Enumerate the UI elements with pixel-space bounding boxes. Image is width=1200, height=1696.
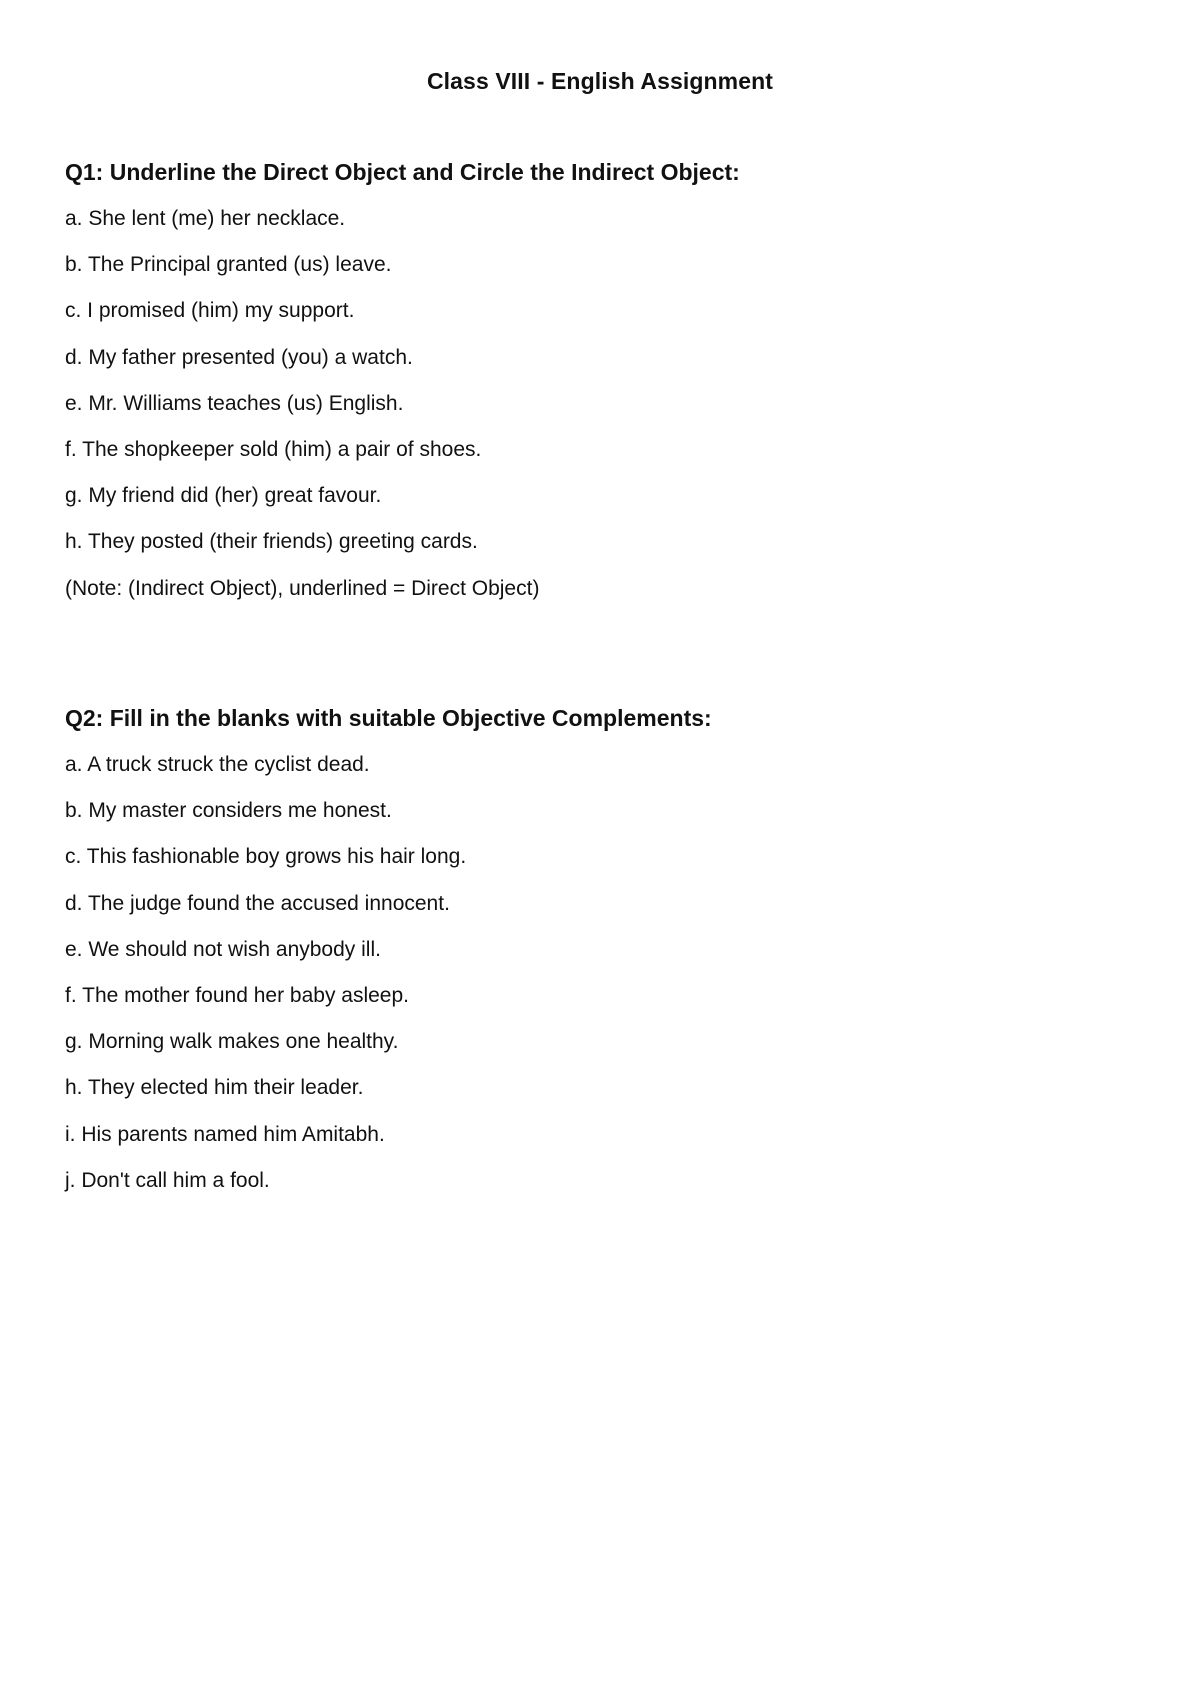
question-1-item-f: f. The shopkeeper sold (him) a pair of shoes. [65, 437, 482, 461]
question-1-item-b: b. The Principal granted (us) leave. [65, 253, 392, 277]
question-2-item-a: a. A truck struck the cyclist dead. [65, 753, 370, 776]
question-2-item-e: e. We should not wish anybody ill. [65, 937, 381, 961]
question-2-section [65, 703, 1145, 1212]
question-2-item-h: h. They elected him their leader. [65, 1076, 364, 1100]
question-2-item-d: d. The judge found the accused innocent. [65, 891, 450, 915]
question-1-item-e: e. Mr. Williams teaches (us) English. [65, 391, 404, 415]
question-1-item-d: d. My father presented (you) a watch. [65, 345, 413, 369]
question-2-item-i: i. His parents named him Amitabh. [65, 1122, 385, 1146]
question-1-item-g: g. My friend did (her) great favour. [65, 484, 382, 508]
question-2-item-c: c. This fashionable boy grows his hair long. [65, 845, 467, 869]
question-2-item-g: g. Morning walk makes one healthy. [65, 1030, 399, 1054]
question-1-section [65, 157, 1145, 604]
question-2-list [65, 750, 1145, 1196]
question-2-item-b: b. My master considers me honest. [65, 799, 392, 823]
question-1-item-h: h. They posted (their friends) greeting cards. [65, 530, 478, 554]
question-2-item-j: j. Don't call him a fool. [65, 1168, 270, 1192]
question-1-item-c: c. I promised (him) my support. [65, 299, 355, 323]
question-2-item-f: f. The mother found her baby asleep. [65, 983, 409, 1007]
question-2-heading: Q2: Fill in the blanks with suitable Objective Complements: [65, 705, 712, 731]
question-1-item-a: a. She lent (me) her necklace. [65, 207, 346, 230]
question-1-heading: Q1: Underline the Direct Object and Circle the Indirect Object: [65, 159, 740, 185]
question-1-note: (Note: (Indirect Object), underlined = Direct Object) [65, 576, 540, 600]
document-title: Class VIII - English Assignment [426, 68, 774, 94]
question-1-list [65, 204, 1145, 557]
